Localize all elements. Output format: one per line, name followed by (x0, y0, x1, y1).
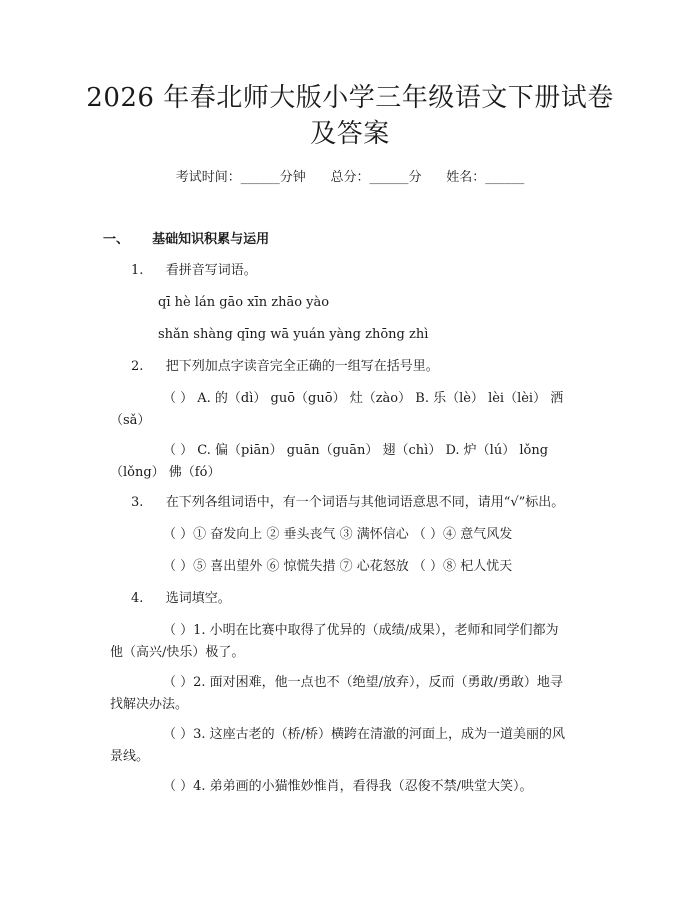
question-3 (131, 493, 564, 513)
q2-options-cd-cont: （lǒng） 佛（fó） (110, 465, 221, 480)
q4-item-1: （ ）1. 小明在比赛中取得了优异的（成绩/成果），老师和同学们都为 (163, 623, 559, 638)
exam-title (80, 80, 620, 152)
question-prompt: 选词填空。 (165, 591, 231, 606)
q4-item-3: （ ）3. 这座古老的（桥/桥）横跨在清澈的河面上，成为一道美丽的风 (163, 727, 566, 742)
q4-item-2: （ ）2. 面对困难，他一点也不（绝望/放弃），反而（勇敢/勇敢）地寻 (163, 675, 563, 690)
q4-item-1-cont: 他（高兴/快乐）极了。 (110, 645, 245, 660)
question-number: 2. (131, 359, 144, 374)
question-number: 3. (131, 495, 144, 510)
question-2 (131, 357, 439, 377)
exam-meta: 考试时间：______分钟 总分：______分 姓名：______ (175, 170, 525, 185)
question-prompt: 看拼音写词语。 (165, 263, 257, 278)
pinyin-line-2: shǎn shàng qīng wā yuán yàng zhōng zhì (158, 327, 429, 342)
q2-options-cd: （ ） C. 偏（piān） guān（guān） 翅（chì） D. 炉（lú） lǒng (163, 443, 549, 458)
q4-item-2-cont: 找解决办法。 (110, 697, 189, 712)
q2-options-ab-cont: （sǎ） (110, 413, 151, 428)
question-1 (131, 261, 257, 281)
section-title: 基础知识积累与运用 (152, 232, 270, 247)
question-prompt: 把下列加点字读音完全正确的一组写在括号里。 (165, 359, 439, 374)
title-line-1: 2026 年春北师大版小学三年级语文下册试卷 (86, 83, 614, 113)
question-number: 4. (131, 591, 144, 606)
question-4 (131, 589, 231, 609)
q2-options-ab: （ ） A. 的（dì） guō（guō） 灶（zào） B. 乐（lè） lèi（lèi） 洒 (163, 391, 564, 406)
question-prompt: 在下列各组词语中，有一个词语与其他词语意思不同，请用“√”标出。 (165, 495, 565, 510)
q3-row-2: （ ）⑤ 喜出望外 ⑥ 惊慌失措 ⑦ 心花怒放 （ ）⑧ 杞人忧天 (163, 559, 513, 574)
section-number: 一、 (103, 232, 130, 247)
pinyin-line-1: qī hè lán gāo xīn zhāo yào (158, 295, 330, 310)
q4-item-3-cont: 景线。 (110, 749, 150, 764)
q3-row-1: （ ）① 奋发向上 ② 垂头丧气 ③ 满怀信心 （ ）④ 意气风发 (163, 527, 513, 542)
section-heading (103, 230, 269, 250)
q4-item-4: （ ）4. 弟弟画的小猫惟妙惟肖，看得我（忍俊不禁/哄堂大笑）。 (163, 779, 533, 794)
title-line-2: 及答案 (310, 119, 390, 149)
question-number: 1. (131, 263, 144, 278)
